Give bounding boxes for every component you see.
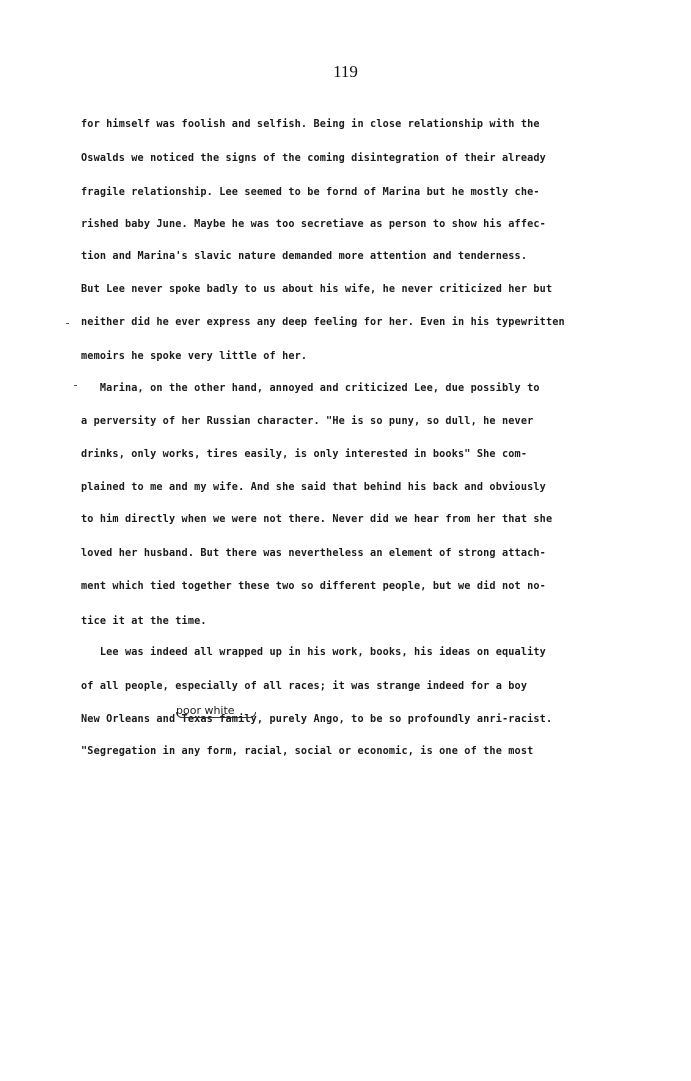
text-line: "Segregation in any form, racial, social or economic, is one of the most (81, 746, 534, 757)
text-line: tice it at the time. (81, 616, 207, 627)
text-line: loved her husband. But there was nevertheless an element of strong attach- (81, 548, 546, 559)
text-line: ment which tied together these two so different people, but we did not no- (81, 581, 546, 592)
text-line: But Lee never spoke badly to us about his wife, he never criticized her but (81, 284, 553, 295)
handwritten-insertion: poor white (176, 704, 235, 717)
text-line: neither did he ever express any deep feeling for her. Even in his typewritten (81, 317, 565, 328)
text-line: memoirs he spoke very little of her. (81, 351, 308, 362)
text-line: plained to me and my wife. And she said that behind his back and obviously (81, 482, 546, 493)
text-line: of all people, especially of all races; it was strange indeed for a boy (81, 681, 528, 692)
text-line: tion and Marina's slavic nature demanded more attention and tenderness. (81, 251, 528, 262)
text-line: for himself was foolish and selfish. Being in close relationship with the (81, 119, 540, 130)
text-line: a perversity of her Russian character. "He is so puny, so dull, he never (81, 416, 534, 427)
page-number: 119 (333, 62, 358, 81)
text-line: to him directly when we were not there. Never did we hear from her that she (81, 514, 553, 525)
text-line: Oswalds we noticed the signs of the coming disintegration of their already (81, 153, 546, 164)
text-line: Marina, on the other hand, annoyed and criticized Lee, due possibly to (81, 383, 540, 394)
text-line: drinks, only works, tires easily, is only interested in books" She com- (81, 449, 528, 460)
margin-mark (66, 323, 69, 324)
margin-mark (74, 385, 77, 386)
insertion-caret (176, 712, 256, 718)
text-line: rished baby June. Maybe he was too secretiave as person to show his affec- (81, 219, 546, 230)
text-line: Lee was indeed all wrapped up in his work, books, his ideas on equality (81, 647, 546, 658)
text-line: New Orleans and Texas family, purely Ango, to be so profoundly anri-racist. (81, 714, 553, 725)
text-line: fragile relationship. Lee seemed to be fornd of Marina but he mostly che- (81, 187, 540, 198)
